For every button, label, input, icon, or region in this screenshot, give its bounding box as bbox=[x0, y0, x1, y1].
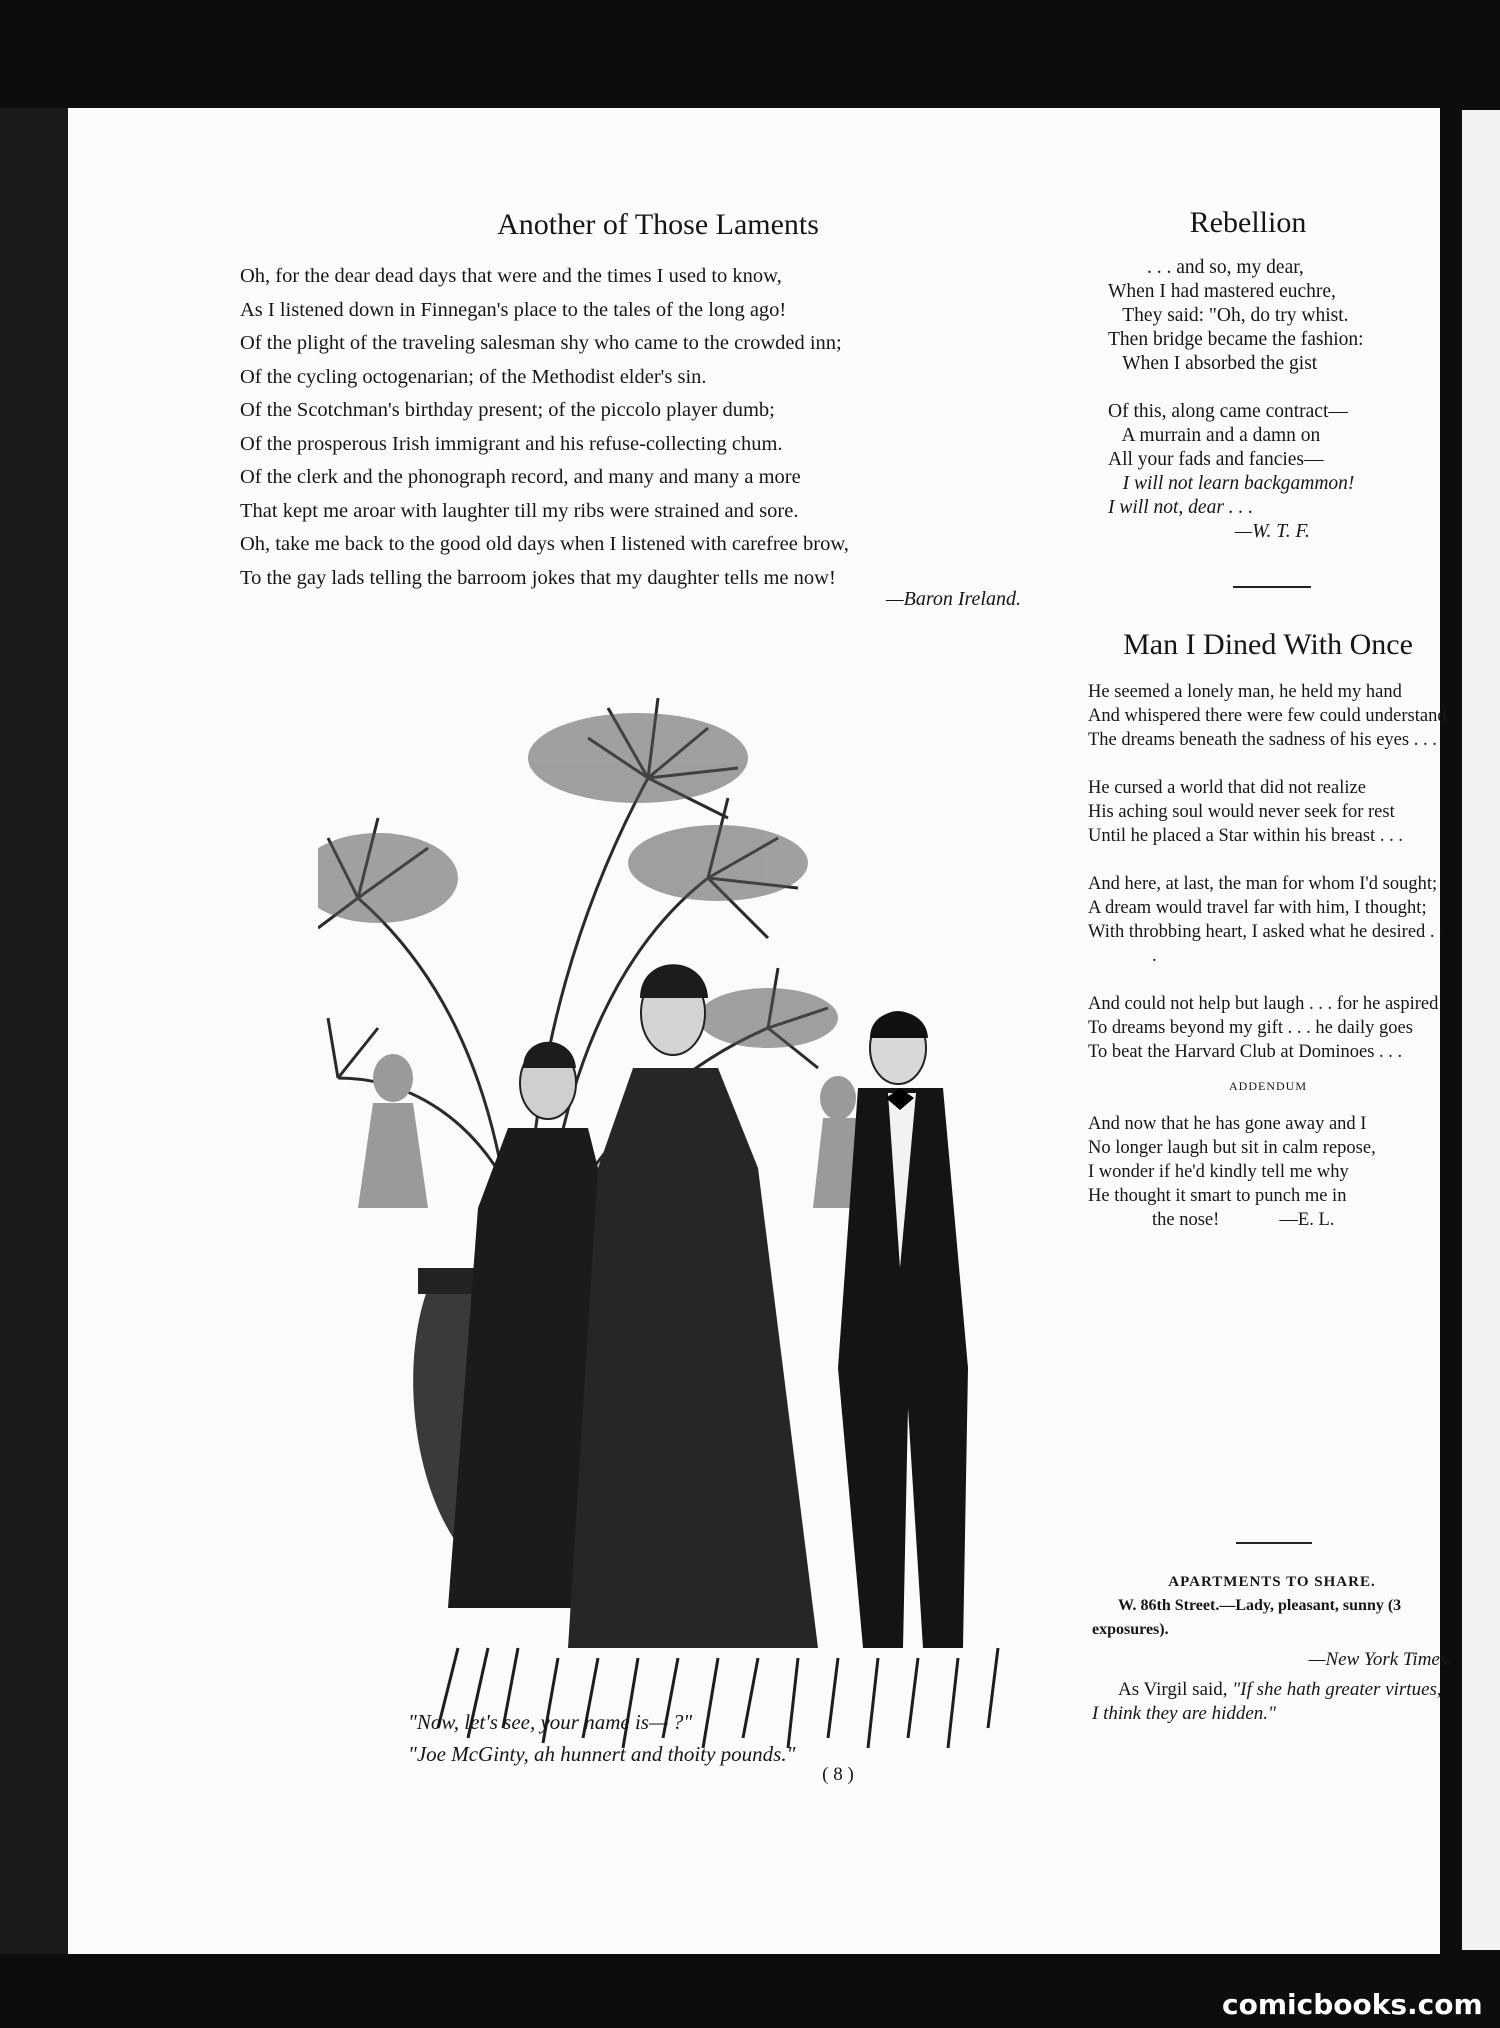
poem-line: To dreams beyond my gift . . . he daily goes bbox=[1088, 1018, 1413, 1038]
man-dined-title: Man I Dined With Once bbox=[1123, 628, 1413, 661]
section-divider bbox=[1233, 586, 1311, 588]
poem-line: With throbbing heart, I asked what he desired . . . bbox=[1088, 922, 1444, 966]
apartments-source: —New York Times. bbox=[1308, 1649, 1452, 1670]
poem-line: He cursed a world that did not realize bbox=[1088, 778, 1366, 798]
poem-line: When I had mastered euchre, bbox=[1108, 281, 1336, 302]
poem-line: To the gay lads telling the barroom jokes that my daughter tells me now! bbox=[240, 566, 836, 589]
poem-line: Of the clerk and the phonograph record, and many and many a more bbox=[240, 466, 801, 488]
poem-line: A dream would travel far with him, I thought; bbox=[1088, 898, 1427, 918]
caption-line: "Now, let's see, your name is— ?" bbox=[408, 1710, 693, 1734]
left-poem-signature: —Baron Ireland. bbox=[885, 588, 1021, 610]
poem-line: He thought it smart to punch me in bbox=[1088, 1186, 1347, 1206]
poem-line: I will not, dear . . . bbox=[1108, 497, 1254, 518]
poem-line: When I absorbed the gist bbox=[1108, 353, 1318, 374]
section-divider bbox=[1236, 1542, 1312, 1544]
stanza bbox=[1088, 776, 1448, 848]
poem-line: To beat the Harvard Club at Dominoes . . . bbox=[1088, 1042, 1403, 1062]
poem-line: Of the prosperous Irish immigrant and his refuse-collecting chum. bbox=[240, 432, 783, 455]
stanza bbox=[1088, 992, 1448, 1064]
apartments-heading: APARTMENTS TO SHARE. bbox=[1168, 1574, 1376, 1590]
poem-line: And now that he has gone away and I bbox=[1088, 1114, 1367, 1134]
poem-line: I wonder if he'd kindly tell me why bbox=[1088, 1162, 1349, 1182]
addendum-label: ADDENDUM bbox=[1229, 1079, 1307, 1093]
poem-line: They said: "Oh, do try whist. bbox=[1108, 305, 1349, 326]
cartoon-caption bbox=[408, 1706, 928, 1770]
caption-line: "Joe McGinty, ah hunnert and thoity pounds." bbox=[408, 1742, 796, 1766]
rebellion-signature: —W. T. F. bbox=[1108, 521, 1310, 542]
page-number: ( 8 ) bbox=[822, 1764, 854, 1785]
poem-line: Of the Scotchman's birthday present; of the piccolo player dumb; bbox=[240, 399, 775, 421]
poem-line bbox=[1108, 376, 1438, 400]
page-edge-left bbox=[0, 108, 68, 1954]
palm-leaves-fill bbox=[318, 713, 838, 1048]
poem-line: And could not help but laugh . . . for he aspired bbox=[1088, 994, 1439, 1014]
poem-line: The dreams beneath the sadness of his eyes . . . bbox=[1088, 730, 1437, 750]
stanza bbox=[1088, 872, 1448, 968]
quote-prefix: As Virgil said, bbox=[1118, 1679, 1233, 1700]
poem-line: . . . and so, my dear, bbox=[1108, 257, 1304, 278]
magazine-page bbox=[68, 108, 1452, 1954]
cartoon-illustration bbox=[318, 648, 1098, 1788]
poem-line: Of this, along came contract— bbox=[1108, 401, 1348, 422]
stanza bbox=[1088, 680, 1448, 752]
poem-line: His aching soul would never seek for rest bbox=[1088, 802, 1395, 822]
apartments-ad-text: W. 86th Street.—Lady, pleasant, sunny (3 exposures). bbox=[1092, 1597, 1402, 1638]
poem-line: As I listened down in Finnegan's place to the tales of the long ago! bbox=[240, 298, 787, 321]
poem-line: the nose! —E. L. bbox=[1152, 1210, 1335, 1230]
rebellion-poem bbox=[1108, 256, 1438, 544]
poem-line: He seemed a lonely man, he held my hand bbox=[1088, 682, 1402, 702]
woman-center bbox=[568, 964, 818, 1648]
poem-line: I will not learn backgammon! bbox=[1108, 473, 1355, 494]
poem-line: Oh, for the dear dead days that were and the times I used to know, bbox=[240, 265, 782, 287]
poem-line: And whispered there were few could understand bbox=[1088, 706, 1447, 726]
man-dined-poem bbox=[1088, 680, 1448, 1232]
left-poem-title: Another of Those Laments bbox=[497, 208, 819, 241]
poem-line: Of the cycling octogenarian; of the Methodist elder's sin. bbox=[240, 365, 707, 388]
poem-line: Until he placed a Star within his breast . . . bbox=[1088, 826, 1403, 846]
poem-line: A murrain and a damn on bbox=[1108, 425, 1321, 446]
next-page-edge bbox=[1462, 110, 1500, 1950]
apartments-item bbox=[1092, 1570, 1452, 1726]
poem-line: No longer laugh but sit in calm repose, bbox=[1088, 1138, 1376, 1158]
poem-line: And here, at last, the man for whom I'd sought; bbox=[1088, 874, 1438, 894]
site-watermark: comicbooks.com bbox=[1222, 1988, 1483, 2021]
poem-line: Then bridge became the fashion: bbox=[1108, 329, 1364, 350]
poem-line: All your fads and fancies— bbox=[1108, 449, 1324, 470]
virgil-quote bbox=[1092, 1678, 1452, 1726]
rebellion-title: Rebellion bbox=[1189, 206, 1307, 239]
left-poem-body bbox=[240, 260, 1020, 595]
poem-line: That kept me aroar with laughter till my ribs were strained and sore. bbox=[240, 499, 799, 522]
poem-line: Of the plight of the traveling salesman shy who came to the crowded inn; bbox=[240, 332, 842, 354]
poem-line: Oh, take me back to the good old days when I listened with carefree brow, bbox=[240, 533, 849, 555]
man-in-tuxedo bbox=[838, 1012, 968, 1648]
quote-text: "If she hath greater virtues, I think they are hidden." bbox=[1092, 1679, 1442, 1724]
addendum-text bbox=[1088, 1112, 1448, 1232]
